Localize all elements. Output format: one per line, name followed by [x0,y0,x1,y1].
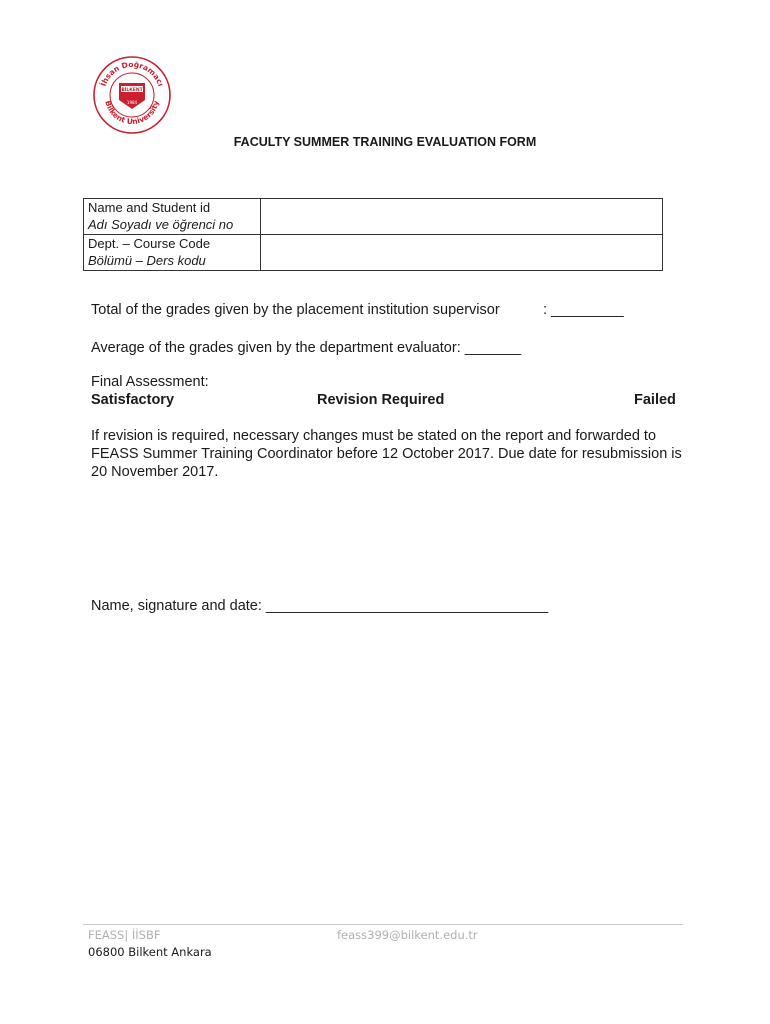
supervisor-grade-field[interactable]: : _________ [543,302,624,318]
final-assessment-heading: Final Assessment: [91,374,209,390]
university-seal-icon [92,55,172,135]
form-title: FACULTY SUMMER TRAINING EVALUATION FORM [233,135,537,149]
evaluator-grade-line[interactable]: Average of the grades given by the department evaluator: _______ [91,340,522,356]
student-info-table [83,198,663,271]
footer-address: 06800 Bilkent Ankara [88,945,212,959]
dept-course-code-label [84,235,261,271]
table-row [84,199,663,235]
label-en: Name and Student id [88,200,211,215]
name-student-id-field[interactable] [261,199,663,235]
footer-divider [83,924,683,925]
option-satisfactory[interactable]: Satisfactory [91,392,175,408]
footer-org: FEASS| İİSBF [88,928,161,942]
label-tr: Adı Soyadı ve öğrenci no [88,216,234,232]
logo-text-bottom: Bilkent University [103,99,161,127]
logo-badge-text: BİLKENT [121,88,143,93]
label-tr: Bölümü – Ders kodu [88,252,206,268]
dept-course-code-field[interactable] [261,235,663,271]
supervisor-grade-label: Total of the grades given by the placement institution supervisor [91,302,500,318]
name-student-id-label [84,199,261,235]
logo-year-text: 1984 [126,100,138,105]
signature-line[interactable]: Name, signature and date: ___________________________________ [91,598,549,614]
option-revision-required[interactable]: Revision Required [317,392,445,408]
logo-text-top: İhsan Doğramacı [98,59,166,88]
revision-note: If revision is required, necessary changes must be stated on the report and forwarded to FEASS Summer Training Coordinator before 12 October 2017. Due date for resubmission is 20 November 2017. [91,428,682,480]
option-failed[interactable]: Failed [634,392,676,408]
label-en: Dept. – Course Code [88,236,211,251]
table-row [84,235,663,271]
footer-email[interactable]: feass399@bilkent.edu.tr [337,928,478,942]
